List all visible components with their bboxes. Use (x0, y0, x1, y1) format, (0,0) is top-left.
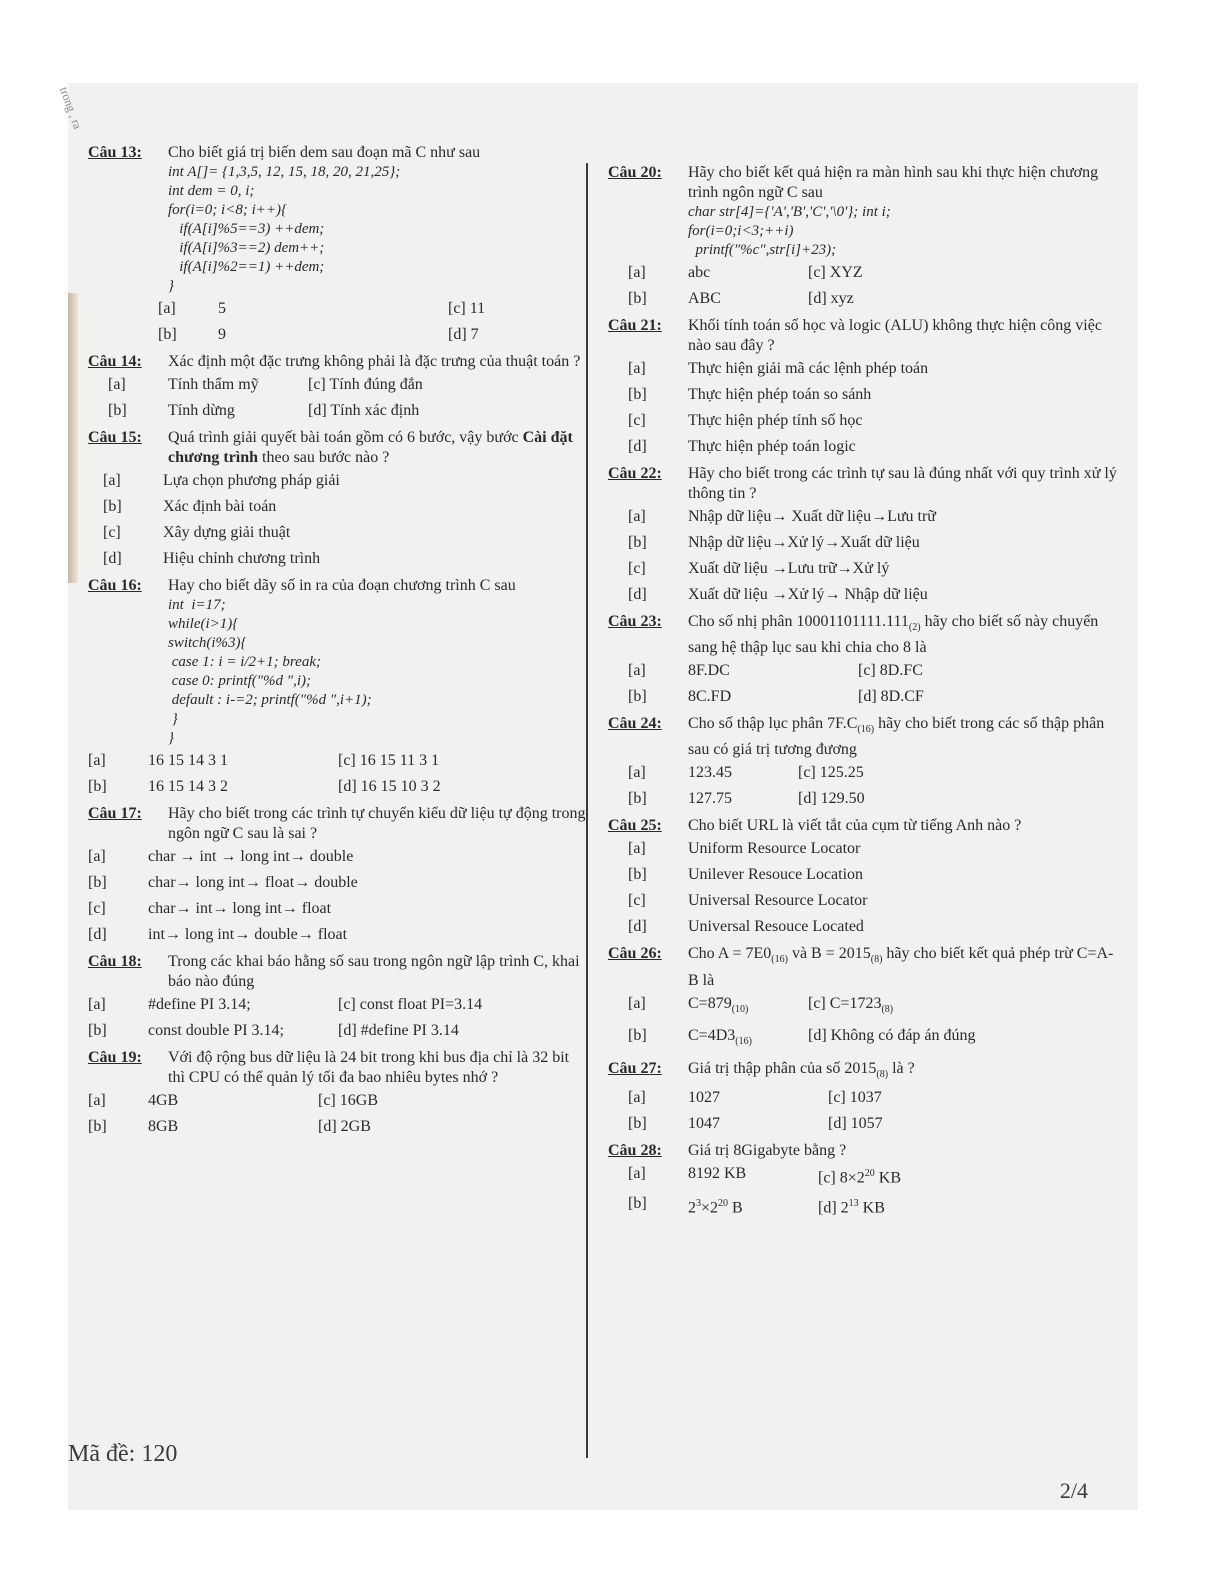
left-column (88, 143, 588, 1144)
question-text: Hay cho biết dãy số in ra của đoạn chương trình C sau (168, 577, 516, 594)
option-c: [c] 16 15 11 3 1 (338, 752, 440, 769)
option-d: [d] #define PI 3.14 (338, 1022, 459, 1039)
option-key: [c] (88, 900, 106, 917)
option-a: 5 (218, 300, 226, 317)
question-26 (608, 944, 1123, 1053)
option-a: char → int → long int→ double (148, 848, 354, 865)
option-a: abc (688, 264, 711, 281)
option-c: [c] $C=1723_{(8)}$ (808, 994, 894, 1015)
option-b: 8GB (148, 1118, 179, 1135)
option-key: [b] (88, 874, 107, 891)
exam-code: Mã đề: 120 (68, 1441, 178, 1467)
question-text: Hãy cho biết trong các trình tự chuyển kiểu dữ liệu tự động trong ngôn ngữ C sau là sai ? (168, 805, 586, 842)
option-d: [d] xyz (808, 290, 854, 307)
option-a: 1027 (688, 1089, 720, 1107)
option-key: [a] (628, 1165, 646, 1183)
option-key: [b] (628, 290, 647, 307)
option-b: Unilever Resouce Location (688, 866, 864, 884)
option-key: [b] (88, 1022, 107, 1039)
question-text: Xác định một đặc trưng không phải là đặc trưng của thuật toán ? (168, 353, 581, 370)
option-b: $2^3\times 2^{20}$ B (688, 1198, 743, 1217)
option-key: [b] (158, 326, 177, 343)
question-21 (608, 316, 1123, 458)
option-b: $C=4D3_{(16)}$ (688, 1026, 752, 1047)
option-c: char→ int→ long int→ float (148, 900, 332, 917)
option-key: [a] (628, 764, 646, 782)
option-b: 127.75 (688, 790, 732, 808)
option-key: [c] (628, 892, 646, 910)
option-key: [b] (628, 534, 647, 551)
option-key: [b] (628, 1115, 647, 1133)
option-key: [a] (628, 264, 646, 281)
option-key: [b] (108, 402, 127, 419)
option-c: Xuất dữ liệu →Lưu trữ→Xử lý (688, 560, 890, 577)
option-d: [d] $2^{13}$ KB (818, 1198, 885, 1217)
question-label: Câu 13: (88, 144, 142, 161)
option-b: 1047 (688, 1115, 720, 1133)
question-text: Hãy cho biết kết quả hiện ra màn hình sau khi thực hiện chương trình ngôn ngữ C sau (688, 164, 1099, 201)
option-key: [b] (628, 866, 647, 884)
option-d: [d] Không có đáp án đúng (808, 1026, 976, 1044)
option-c: [c] 11 (448, 300, 486, 317)
option-d: [d] 7 (448, 326, 479, 343)
option-a: #define PI 3.14; (148, 996, 251, 1013)
option-key: [a] (158, 300, 176, 317)
question-22 (608, 464, 1123, 606)
option-key: [b] (628, 790, 647, 808)
option-d: int→ long int→ double→ float (148, 926, 348, 943)
option-c: [c] 1037 (828, 1089, 882, 1107)
option-b: Tính dừng (168, 402, 235, 419)
code-block: char str[4]={'A','B','C','\0'}; int i; for(i=0;i<3;++i) printf("%c",str[i]+23); (688, 204, 891, 258)
option-key: [a] (628, 1089, 646, 1107)
option-a: Thực hiện giải mã các lệnh phép toán (688, 360, 929, 377)
option-a: 16 15 14 3 1 (148, 752, 228, 769)
page-number: 2/4 (1059, 1478, 1088, 1503)
option-d: Thực hiện phép toán logic (688, 438, 856, 455)
option-b: 8C.FD (688, 688, 732, 706)
option-a: Lựa chọn phương pháp giải (163, 472, 340, 489)
option-key: [d] (88, 926, 107, 943)
option-key: [a] (628, 360, 646, 377)
option-d: Xuất dữ liệu →Xử lý→ Nhập dữ liệu (688, 586, 928, 603)
option-key: [a] (108, 376, 126, 393)
question-label: Câu 16: (88, 577, 142, 594)
question-label: Câu 26: (608, 945, 662, 963)
option-key: [b] (628, 1195, 647, 1213)
option-a: $C=879_{(10)}$ (688, 994, 749, 1015)
question-19 (88, 1048, 588, 1138)
right-column (608, 163, 1123, 1226)
option-key: [b] (88, 778, 107, 795)
option-c: [c] XYZ (808, 264, 863, 281)
option-c: [c] Tính đúng đắn (308, 376, 423, 393)
question-18 (88, 952, 588, 1042)
question-label: Câu 22: (608, 465, 662, 482)
option-d: [d] 8D.CF (858, 688, 924, 706)
option-d: [d] 1057 (828, 1115, 883, 1133)
question-label: Câu 24: (608, 715, 662, 733)
option-key: [a] (628, 994, 646, 1012)
option-key: [a] (88, 1092, 106, 1109)
option-key: [c] (628, 560, 646, 577)
bold-phrase: Cài đặt chương trình (168, 429, 573, 466)
option-key: [a] (628, 662, 646, 680)
option-d: [d] Tính xác định (308, 402, 420, 419)
option-c: [c] const float PI=3.14 (338, 996, 483, 1013)
option-key: [a] (103, 472, 121, 489)
option-b: Thực hiện phép toán so sánh (688, 386, 872, 403)
option-c: [c] 125.25 (798, 764, 864, 782)
question-label: Câu 17: (88, 805, 142, 822)
option-key: [d] (628, 586, 647, 603)
option-key: [b] (88, 1118, 107, 1135)
option-key: [a] (88, 996, 106, 1013)
option-a: 8192 KB (688, 1165, 747, 1183)
question-text: Hãy cho biết trong các trình tự sau là đúng nhất với quy trình xử lý thông tin ? (688, 465, 1117, 502)
question-label: Câu 25: (608, 817, 662, 835)
question-text: Khối tính toán số học và logic (ALU) không thực hiện công việc nào sau đây ? (688, 317, 1102, 354)
option-b: char→ long int→ float→ double (148, 874, 358, 891)
option-key: [a] (628, 840, 646, 858)
question-text: Giá trị thập phân của số $2015_{(8)}$ là ? (688, 1059, 915, 1081)
question-27 (608, 1059, 1123, 1135)
question-label: Câu 21: (608, 317, 662, 334)
option-a: Uniform Resource Locator (688, 840, 861, 858)
code-block: int i=17; while(i>1){ switch(i%3){ case 1: i = i/2+1; break; case 0: printf("%d ",i); default : i-=2; printf("%d ",i+1); } } (168, 597, 372, 746)
option-a: 8F.DC (688, 662, 730, 680)
question-label: Câu 15: (88, 429, 142, 446)
question-28 (608, 1141, 1123, 1220)
option-b: Nhập dữ liệu→Xử lý→Xuất dữ liệu (688, 534, 920, 551)
question-label: Câu 14: (88, 353, 142, 370)
question-text: Cho số nhị phân $10001101111.111_{(2)}$ hãy cho biết số này chuyển sang hệ thập lục sau khi chia cho 8 là (688, 613, 1099, 657)
option-key: [b] (628, 1026, 647, 1044)
option-key: [a] (88, 752, 106, 769)
question-24 (608, 714, 1123, 810)
page-shadow (68, 293, 78, 583)
option-key: [b] (628, 386, 647, 403)
option-c: Thực hiện phép tính số học (688, 412, 863, 429)
option-key: [d] (628, 918, 647, 936)
option-c: Universal Resource Locator (688, 892, 868, 910)
option-b: ABC (688, 290, 721, 307)
option-a: Tính thẩm mỹ (168, 376, 259, 393)
question-25 (608, 816, 1123, 938)
question-text: Cho biết giá trị biến dem sau đoạn mã C như sau (168, 144, 481, 161)
question-text: Quá trình giải quyết bài toán gồm có 6 bước, vậy bước Cài đặt chương trình theo sau bước nào ? (168, 429, 573, 466)
option-key: [a] (628, 508, 646, 525)
option-a: Nhập dữ liệu→ Xuất dữ liệu→Lưu trữ (688, 508, 936, 525)
question-20 (608, 163, 1123, 310)
option-d: Universal Resouce Located (688, 918, 864, 936)
question-14 (88, 352, 588, 422)
question-label: Câu 18: (88, 953, 142, 970)
option-key: [b] (628, 688, 647, 706)
question-13 (88, 143, 588, 346)
code-block: int A[]= {1,3,5, 12, 15, 18, 20, 21,25}; int dem = 0, i; for(i=0; i<8; i++){ if(A[i]%5==3) ++dem; if(A[i]%3==2) dem++; if(A[i]%2==1) ++dem; } (168, 164, 401, 294)
option-d: [d] 129.50 (798, 790, 865, 808)
option-d: Hiệu chỉnh chương trình (163, 550, 321, 567)
option-d: [d] 16 15 10 3 2 (338, 778, 441, 795)
question-label: Câu 19: (88, 1049, 142, 1066)
question-17 (88, 804, 588, 946)
question-label: Câu 23: (608, 613, 662, 630)
question-label: Câu 20: (608, 164, 662, 181)
option-c: [c] 8D.FC (858, 662, 923, 680)
option-b: const double PI 3.14; (148, 1022, 284, 1039)
option-c: [c] 16GB (318, 1092, 378, 1109)
option-b: 9 (218, 326, 226, 343)
question-text: Trong các khai báo hằng số sau trong ngôn ngữ lập trình C, khai báo nào đúng (168, 953, 580, 990)
question-text: Cho $A = 7E0_{(16)}$ và $B = 2015_{(8)}$ hãy cho biết kết quả phép trừ C=A-B là (688, 945, 1114, 989)
option-b: 16 15 14 3 2 (148, 778, 228, 795)
option-d: [d] 2GB (318, 1118, 371, 1135)
question-label: Câu 28: (608, 1142, 662, 1160)
question-text: Với độ rộng bus dữ liệu là 24 bit trong khi bus địa chỉ là 32 bit thì CPU có thể quản lý tối đa bao nhiêu bytes nhớ ? (168, 1049, 570, 1086)
question-23 (608, 612, 1123, 708)
question-16 (88, 576, 588, 798)
option-key: [c] (628, 412, 646, 429)
option-key: [b] (103, 498, 122, 515)
option-key: [a] (88, 848, 106, 865)
question-15 (88, 428, 588, 570)
question-text: Cho biết URL là viết tắt của cụm từ tiếng Anh nào ? (688, 817, 1022, 835)
question-label: Câu 27: (608, 1059, 662, 1077)
option-c: [c] $8\times 2^{20}$ KB (818, 1168, 902, 1187)
question-text: Cho số thập lục phân $7F.C_{(16)}$ hãy cho biết trong các số thập phân sau có giá trị tương đương (688, 715, 1105, 759)
question-text: Giá trị 8Gigabyte bằng ? (688, 1142, 847, 1160)
option-a: 4GB (148, 1092, 179, 1109)
option-b: Xác định bài toán (163, 498, 277, 515)
option-a: 123.45 (688, 764, 732, 782)
option-key: [d] (628, 438, 647, 455)
exam-page (68, 83, 1138, 1510)
option-c: Xây dựng giải thuật (163, 524, 291, 541)
option-key: [d] (103, 550, 122, 567)
margin-note: trong , ra (56, 85, 85, 131)
option-key: [c] (103, 524, 121, 541)
